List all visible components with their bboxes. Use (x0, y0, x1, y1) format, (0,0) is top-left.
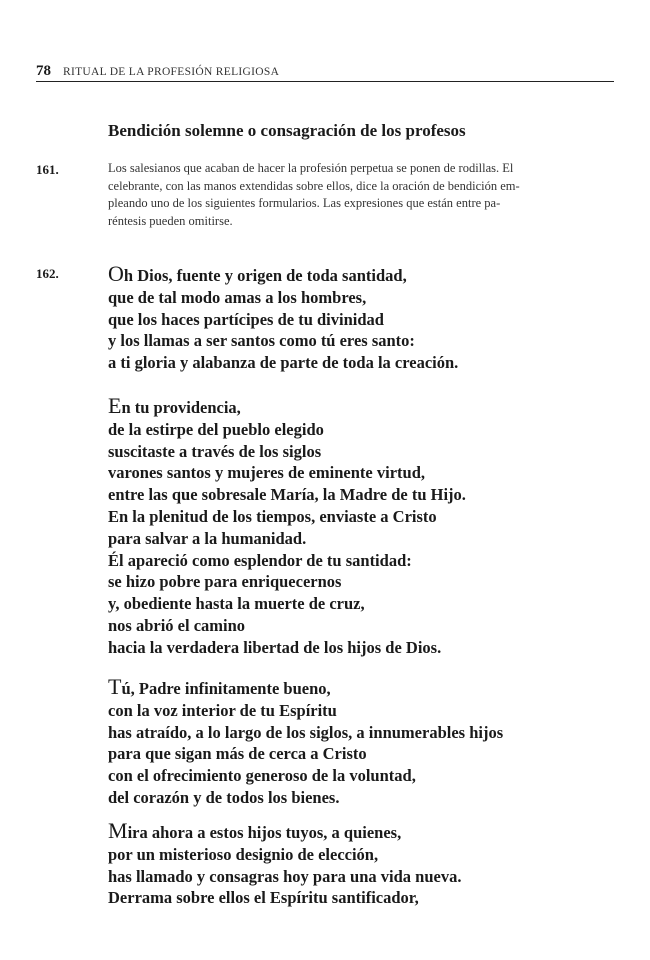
verse-text: n tu providencia, (121, 398, 241, 417)
verse-line: de la estirpe del pueblo elegido (108, 419, 324, 439)
rubric-line: celebrante, con las manos extendidas sobre ellos, dice la oración de bendición em- (108, 178, 520, 193)
verse-line: y, obediente hasta la muerte de cruz, (108, 594, 365, 614)
verse-line: Él apareció como esplendor de tu santidad: (108, 550, 412, 570)
verse-text: ira ahora a estos hijos tuyos, a quienes, (127, 823, 402, 842)
rubric-line: pleando uno de los siguientes formularios. Las expresiones que están entre pa- (108, 196, 501, 210)
drop-cap: M (108, 818, 128, 843)
verse-line: has atraído, a lo largo de los siglos, a innumerables hijos (108, 722, 504, 742)
rubric-line: réntesis pueden omitirse. (108, 213, 233, 228)
verse-line (108, 395, 618, 419)
verse-line: con la voz interior de tu Espíritu (108, 700, 337, 720)
running-header (36, 62, 614, 82)
verse-line: para salvar a la humanidad. (108, 528, 307, 548)
section-heading: Bendición solemne o consagración de los profesos (108, 121, 466, 140)
paragraph-number-162: 162. (36, 266, 59, 281)
verse-line: que los haces partícipes de tu divinidad (108, 309, 384, 329)
verse-line: varones santos y mujeres de eminente virtud, (108, 463, 425, 483)
verse-line: has llamado y consagras hoy para una vida nueva. (108, 866, 462, 886)
prayer-stanza-1 (108, 263, 618, 374)
prayer-stanza-4 (108, 820, 618, 909)
drop-cap: T (108, 674, 122, 699)
prayer-stanza-2 (108, 395, 618, 659)
drop-cap: E (108, 393, 122, 418)
verse-line: suscitaste a través de los siglos (108, 441, 322, 461)
verse-text: ú, Padre infinitamente bueno, (121, 679, 331, 698)
rubric-paragraph-161 (108, 160, 614, 230)
verse-line: En la plenitud de los tiempos, enviaste a Cristo (108, 506, 437, 526)
running-title: RITUAL DE LA PROFESIÓN RELIGIOSA (63, 66, 280, 78)
verse-line: entre las que sobresale María, la Madre de tu Hijo. (108, 485, 466, 505)
verse-line: que de tal modo amas a los hombres, (108, 287, 367, 307)
verse-line: y los llamas a ser santos como tú eres santo: (108, 331, 415, 351)
verse-line: con el ofrecimiento generoso de la voluntad, (108, 766, 416, 786)
verse-line (108, 676, 618, 700)
prayer-stanza-3 (108, 676, 618, 809)
paragraph-number-161: 161. (36, 162, 59, 177)
page-number: 78 (36, 63, 51, 79)
verse-line: a ti gloria y alabanza de parte de toda la creación. (108, 353, 459, 373)
verse-line: del corazón y de todos los bienes. (108, 787, 340, 807)
verse-line (108, 820, 618, 844)
verse-line: Derrama sobre ellos el Espíritu santificador, (108, 888, 419, 908)
verse-line: hacia la verdadera libertad de los hijos de Dios. (108, 637, 442, 657)
rubric-line: Los salesianos que acaban de hacer la profesión perpetua se ponen de rodillas. El (108, 161, 514, 175)
verse-line: se hizo pobre para enriquecernos (108, 572, 342, 592)
verse-text: h Dios, fuente y origen de toda santidad, (123, 266, 407, 285)
drop-cap: O (108, 261, 124, 286)
verse-line: para que sigan más de cerca a Cristo (108, 744, 367, 764)
verse-line: nos abrió el camino (108, 615, 246, 635)
verse-line: por un misterioso designio de elección, (108, 844, 379, 864)
verse-line (108, 263, 618, 287)
